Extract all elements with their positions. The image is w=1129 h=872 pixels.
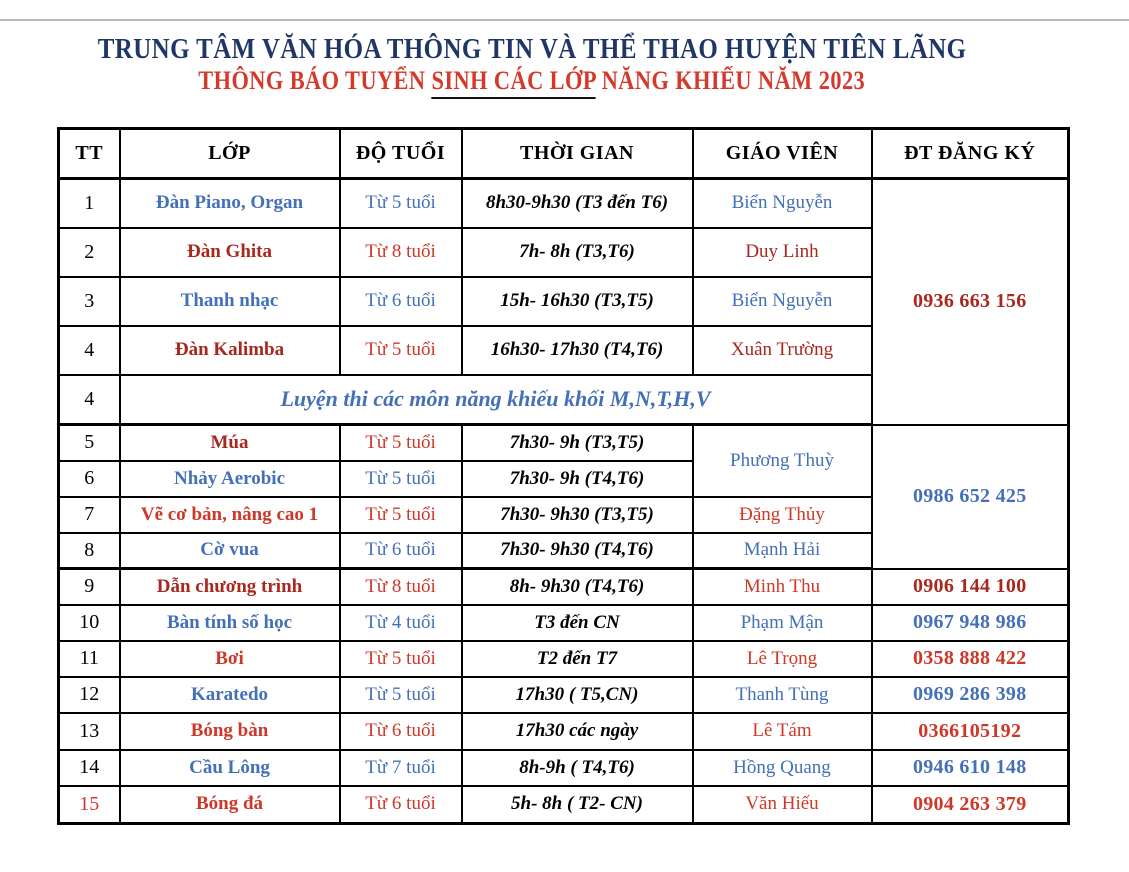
tt-cell: 4 [59, 326, 120, 375]
age-cell: Từ 6 tuổi [340, 786, 462, 824]
tt-cell: 1 [59, 179, 120, 228]
time-cell: 7h30- 9h30 (T4,T6) [462, 533, 693, 569]
schedule-table [57, 127, 1070, 825]
teacher-cell: Lê Tám [693, 713, 872, 750]
age-cell: Từ 5 tuổi [340, 326, 462, 375]
subtitle-suffix: NĂNG KHIẾU NĂM 2023 [595, 66, 866, 95]
subtitle-prefix: THÔNG BÁO TUYỂN [198, 66, 432, 95]
tt-cell: 2 [59, 228, 120, 277]
age-cell: Từ 6 tuổi [340, 533, 462, 569]
table-row [59, 179, 1069, 228]
age-cell: Từ 5 tuổi [340, 641, 462, 677]
time-cell: 8h30-9h30 (T3 đến T6) [462, 179, 693, 228]
time-cell: 5h- 8h ( T2- CN) [462, 786, 693, 824]
col-header-time: THỜI GIAN [462, 129, 693, 179]
org-title-row [0, 33, 1064, 65]
phone-cell: 0906 144 100 [872, 569, 1069, 605]
class-cell: Đàn Ghita [120, 228, 340, 277]
teacher-cell: Lê Trọng [693, 641, 872, 677]
tt-cell: 9 [59, 569, 120, 605]
tt-cell: 10 [59, 605, 120, 641]
class-cell: Bàn tính số học [120, 605, 340, 641]
age-cell: Từ 7 tuổi [340, 750, 462, 786]
age-cell: Từ 5 tuổi [340, 677, 462, 713]
col-header-class: LỚP [120, 129, 340, 179]
time-cell: 15h- 16h30 (T3,T5) [462, 277, 693, 326]
time-cell: 17h30 ( T5,CN) [462, 677, 693, 713]
class-cell: Cầu Lông [120, 750, 340, 786]
tt-cell: 12 [59, 677, 120, 713]
phone-cell: 0967 948 986 [872, 605, 1069, 641]
time-cell: 7h30- 9h (T3,T5) [462, 425, 693, 461]
time-cell: 7h30- 9h (T4,T6) [462, 461, 693, 497]
time-cell: 7h- 8h (T3,T6) [462, 228, 693, 277]
time-cell: 7h30- 9h30 (T3,T5) [462, 497, 693, 533]
class-cell: Bơi [120, 641, 340, 677]
class-cell: Múa [120, 425, 340, 461]
time-cell: 16h30- 17h30 (T4,T6) [462, 326, 693, 375]
tt-cell: 14 [59, 750, 120, 786]
class-cell: Vẽ cơ bản, nâng cao 1 [120, 497, 340, 533]
class-cell: Thanh nhạc [120, 277, 340, 326]
age-cell: Từ 5 tuổi [340, 179, 462, 228]
teacher-cell: Minh Thu [693, 569, 872, 605]
col-header-phone: ĐT ĐĂNG KÝ [872, 129, 1069, 179]
document-heading [0, 33, 1064, 96]
age-cell: Từ 8 tuổi [340, 228, 462, 277]
col-header-teacher: GIÁO VIÊN [693, 129, 872, 179]
age-cell: Từ 5 tuổi [340, 497, 462, 533]
age-cell: Từ 8 tuổi [340, 569, 462, 605]
top-divider-line [0, 19, 1129, 21]
phone-cell-merged: 0936 663 156 [872, 179, 1069, 425]
teacher-cell: Biển Nguyễn [693, 277, 872, 326]
exam-prep-cell: Luyện thi các môn năng khiếu khối M,N,T,H,V [120, 375, 872, 425]
schedule-table-wrap [57, 127, 1070, 825]
class-cell: Bóng đá [120, 786, 340, 824]
tt-cell: 4 [59, 375, 120, 425]
time-cell: 8h- 9h30 (T4,T6) [462, 569, 693, 605]
tt-cell: 3 [59, 277, 120, 326]
phone-cell: 0358 888 422 [872, 641, 1069, 677]
time-cell: 8h-9h ( T4,T6) [462, 750, 693, 786]
tt-cell: 7 [59, 497, 120, 533]
col-header-age: ĐỘ TUỔI [340, 129, 462, 179]
table-row [59, 786, 1069, 824]
teacher-cell: Duy Linh [693, 228, 872, 277]
teacher-cell: Hồng Quang [693, 750, 872, 786]
time-cell: 17h30 các ngày [462, 713, 693, 750]
teacher-cell: Thanh Tùng [693, 677, 872, 713]
phone-cell: 0969 286 398 [872, 677, 1069, 713]
teacher-cell: Xuân Trường [693, 326, 872, 375]
tt-cell: 5 [59, 425, 120, 461]
phone-cell: 0366105192 [872, 713, 1069, 750]
teacher-cell: Mạnh Hải [693, 533, 872, 569]
tt-cell: 11 [59, 641, 120, 677]
teacher-cell: Văn Hiếu [693, 786, 872, 824]
phone-cell-merged: 0986 652 425 [872, 425, 1069, 569]
class-cell: Đàn Piano, Organ [120, 179, 340, 228]
announcement-subtitle [199, 66, 866, 96]
table-row [59, 750, 1069, 786]
phone-cell: 0904 263 379 [872, 786, 1069, 824]
subtitle-underlined-part: SINH CÁC LỚP [432, 66, 596, 99]
phone-cell: 0946 610 148 [872, 750, 1069, 786]
class-cell: Nhảy Aerobic [120, 461, 340, 497]
announcement-subtitle-row [0, 66, 1064, 96]
time-cell: T2 đến T7 [462, 641, 693, 677]
class-cell: Cờ vua [120, 533, 340, 569]
age-cell: Từ 4 tuổi [340, 605, 462, 641]
class-cell: Đàn Kalimba [120, 326, 340, 375]
tt-cell: 13 [59, 713, 120, 750]
teacher-cell: Biển Nguyễn [693, 179, 872, 228]
teacher-cell-merged: Phương Thuỳ [693, 425, 872, 497]
table-row [59, 713, 1069, 750]
age-cell: Từ 6 tuổi [340, 277, 462, 326]
age-cell: Từ 6 tuổi [340, 713, 462, 750]
class-cell: Karatedo [120, 677, 340, 713]
table-row [59, 425, 1069, 461]
table-row [59, 605, 1069, 641]
tt-cell: 6 [59, 461, 120, 497]
class-cell: Dẫn chương trình [120, 569, 340, 605]
age-cell: Từ 5 tuổi [340, 425, 462, 461]
table-row [59, 677, 1069, 713]
org-title: TRUNG TÂM VĂN HÓA THÔNG TIN VÀ THỂ THAO HUYỆN TIÊN LÃNG [97, 33, 967, 65]
tt-cell: 15 [59, 786, 120, 824]
age-cell: Từ 5 tuổi [340, 461, 462, 497]
table-row [59, 569, 1069, 605]
tt-cell: 8 [59, 533, 120, 569]
table-row [59, 641, 1069, 677]
col-header-tt: TT [59, 129, 120, 179]
class-cell: Bóng bàn [120, 713, 340, 750]
header-row [59, 129, 1069, 179]
time-cell: T3 đến CN [462, 605, 693, 641]
teacher-cell: Phạm Mận [693, 605, 872, 641]
teacher-cell: Đặng Thủy [693, 497, 872, 533]
